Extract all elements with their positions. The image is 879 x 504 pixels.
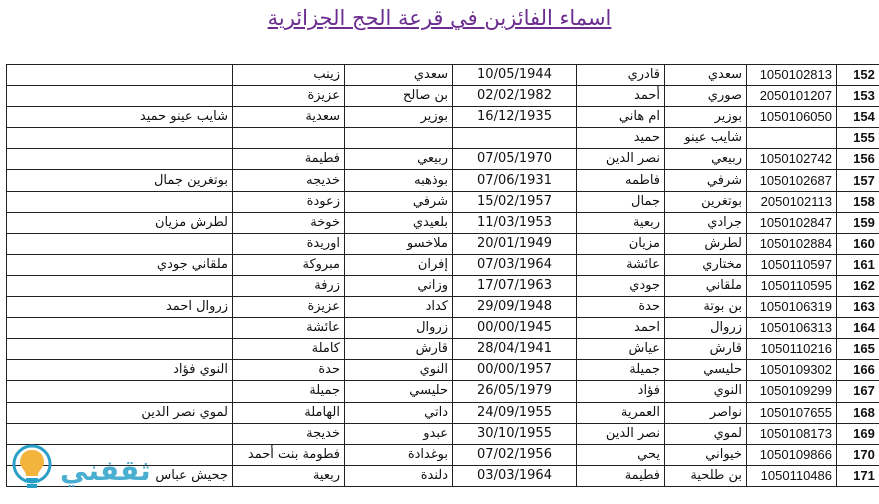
mother-last-name-cell: ملاخسو	[345, 233, 453, 254]
watermark-text: ثقفني	[60, 453, 151, 487]
mother-first-name-cell: اوريدة	[233, 233, 345, 254]
father-name-cell: جودي	[577, 275, 665, 296]
notes-cell: بوتغرين جمال	[7, 170, 233, 191]
mother-first-name-cell: خديجه	[233, 170, 345, 191]
row-number-cell: 170	[837, 444, 879, 465]
id-number-cell: 1050109866	[747, 444, 837, 465]
father-name-cell: يحي	[577, 444, 665, 465]
birth-date-cell: 17/07/1963	[453, 275, 577, 296]
notes-cell: النوي فؤاد	[7, 360, 233, 381]
notes-cell	[7, 233, 233, 254]
notes-cell	[7, 128, 233, 149]
mother-last-name-cell: بوذهبه	[345, 170, 453, 191]
id-number-cell: 1050110597	[747, 254, 837, 275]
last-name-cell: سعدي	[665, 65, 747, 86]
row-number-cell: 161	[837, 254, 879, 275]
birth-date-cell: 02/02/1982	[453, 86, 577, 107]
id-number-cell: 1050110216	[747, 339, 837, 360]
table-row	[7, 275, 879, 296]
mother-last-name-cell: حليسي	[345, 381, 453, 402]
mother-first-name-cell: جميلة	[233, 381, 345, 402]
mother-first-name-cell: فطومة بنت أحمد	[233, 444, 345, 465]
birth-date-cell: 11/03/1953	[453, 212, 577, 233]
last-name-cell: شايب عينو	[665, 128, 747, 149]
mother-last-name-cell: عبدو	[345, 423, 453, 444]
table-row	[7, 149, 879, 170]
row-number-cell: 171	[837, 465, 879, 486]
notes-cell	[7, 65, 233, 86]
last-name-cell: خيواني	[665, 444, 747, 465]
mother-last-name-cell: وزاني	[345, 275, 453, 296]
father-name-cell: احمد	[577, 318, 665, 339]
table-row	[7, 212, 879, 233]
birth-date-cell: 29/09/1948	[453, 297, 577, 318]
father-name-cell: قادري	[577, 65, 665, 86]
birth-date-cell: 00/00/1957	[453, 360, 577, 381]
birth-date-cell: 00/00/1945	[453, 318, 577, 339]
table-row	[7, 402, 879, 423]
last-name-cell: النوي	[665, 381, 747, 402]
mother-first-name-cell: عائشة	[233, 318, 345, 339]
father-name-cell: مزيان	[577, 233, 665, 254]
birth-date-cell: 03/03/1964	[453, 465, 577, 486]
notes-cell: ملقاني جودي	[7, 254, 233, 275]
father-name-cell: جمال	[577, 191, 665, 212]
mother-first-name-cell: الهاملة	[233, 402, 345, 423]
mother-last-name-cell: بلعيدي	[345, 212, 453, 233]
id-number-cell: 1050102813	[747, 65, 837, 86]
mother-first-name-cell: زينب	[233, 65, 345, 86]
table-row	[7, 86, 879, 107]
mother-last-name-cell: النوي	[345, 360, 453, 381]
row-number-cell: 154	[837, 107, 879, 128]
last-name-cell: ملقاني	[665, 275, 747, 296]
last-name-cell: بن طلحية	[665, 465, 747, 486]
notes-cell	[7, 149, 233, 170]
mother-last-name-cell: سعدي	[345, 65, 453, 86]
birth-date-cell: 07/02/1956	[453, 444, 577, 465]
row-number-cell: 167	[837, 381, 879, 402]
notes-cell: شايب عينو حميد	[7, 107, 233, 128]
table-row	[7, 170, 879, 191]
table-row	[7, 297, 879, 318]
table-row	[7, 360, 879, 381]
notes-cell	[7, 191, 233, 212]
birth-date-cell: 15/02/1957	[453, 191, 577, 212]
table-row	[7, 318, 879, 339]
id-number-cell: 2050101207	[747, 86, 837, 107]
last-name-cell: ربيعي	[665, 149, 747, 170]
birth-date-cell: 24/09/1955	[453, 402, 577, 423]
row-number-cell: 163	[837, 297, 879, 318]
mother-first-name-cell: فطيمة	[233, 149, 345, 170]
mother-last-name-cell: كداد	[345, 297, 453, 318]
mother-last-name-cell: شرفي	[345, 191, 453, 212]
birth-date-cell: 20/01/1949	[453, 233, 577, 254]
mother-last-name-cell: دلندة	[345, 465, 453, 486]
father-name-cell: فطيمة	[577, 465, 665, 486]
last-name-cell: بوتغرين	[665, 191, 747, 212]
notes-cell	[7, 275, 233, 296]
last-name-cell: لموي	[665, 423, 747, 444]
father-name-cell: نصر الدين	[577, 149, 665, 170]
last-name-cell: نواصر	[665, 402, 747, 423]
page-title: اسماء الفائزين في قرعة الحج الجزائرية	[267, 6, 612, 30]
notes-cell: زروال احمد	[7, 297, 233, 318]
father-name-cell: عياش	[577, 339, 665, 360]
mother-first-name-cell: خوخة	[233, 212, 345, 233]
table-row	[7, 65, 879, 86]
row-number-cell: 165	[837, 339, 879, 360]
mother-first-name-cell: مبروكة	[233, 254, 345, 275]
last-name-cell: لطرش	[665, 233, 747, 254]
father-name-cell: العمرية	[577, 402, 665, 423]
row-number-cell: 164	[837, 318, 879, 339]
birth-date-cell: 10/05/1944	[453, 65, 577, 86]
last-name-cell: بوزير	[665, 107, 747, 128]
id-number-cell: 1050107655	[747, 402, 837, 423]
id-number-cell: 1050108173	[747, 423, 837, 444]
birth-date-cell: 16/12/1935	[453, 107, 577, 128]
father-name-cell: فاطمه	[577, 170, 665, 191]
id-number-cell: 1050110486	[747, 465, 837, 486]
notes-cell: جحيش عباس	[7, 465, 233, 486]
last-name-cell: مختاري	[665, 254, 747, 275]
birth-date-cell: 28/04/1941	[453, 339, 577, 360]
father-name-cell: ربعية	[577, 212, 665, 233]
mother-last-name-cell: داتي	[345, 402, 453, 423]
father-name-cell: أحمد	[577, 86, 665, 107]
id-number-cell: 2050102113	[747, 191, 837, 212]
notes-cell	[7, 339, 233, 360]
father-name-cell: حميد	[577, 128, 665, 149]
id-number-cell: 1050102847	[747, 212, 837, 233]
row-number-cell: 152	[837, 65, 879, 86]
row-number-cell: 169	[837, 423, 879, 444]
id-number-cell: 1050102687	[747, 170, 837, 191]
table-row	[7, 191, 879, 212]
father-name-cell: عائشة	[577, 254, 665, 275]
mother-last-name-cell: ربيعي	[345, 149, 453, 170]
mother-first-name-cell: زعودة	[233, 191, 345, 212]
father-name-cell: ام هاني	[577, 107, 665, 128]
notes-cell	[7, 318, 233, 339]
table-row	[7, 233, 879, 254]
winners-table	[6, 64, 879, 487]
mother-last-name-cell: بوغدادة	[345, 444, 453, 465]
id-number-cell: 1050106319	[747, 297, 837, 318]
mother-last-name-cell: إفران	[345, 254, 453, 275]
row-number-cell: 166	[837, 360, 879, 381]
last-name-cell: بن بوتة	[665, 297, 747, 318]
last-name-cell: جرادي	[665, 212, 747, 233]
notes-cell	[7, 86, 233, 107]
last-name-cell: زروال	[665, 318, 747, 339]
mother-last-name-cell: بوزير	[345, 107, 453, 128]
mother-first-name-cell	[233, 128, 345, 149]
mother-last-name-cell	[345, 128, 453, 149]
father-name-cell: نصر الدين	[577, 423, 665, 444]
mother-first-name-cell: سعدية	[233, 107, 345, 128]
mother-first-name-cell: ربعية	[233, 465, 345, 486]
row-number-cell: 155	[837, 128, 879, 149]
id-number-cell: 1050102742	[747, 149, 837, 170]
mother-first-name-cell: خديجة	[233, 423, 345, 444]
father-name-cell: جميلة	[577, 360, 665, 381]
birth-date-cell: 07/05/1970	[453, 149, 577, 170]
row-number-cell: 156	[837, 149, 879, 170]
id-number-cell: 1050106050	[747, 107, 837, 128]
table-row	[7, 339, 879, 360]
id-number-cell: 1050106313	[747, 318, 837, 339]
birth-date-cell: 26/05/1979	[453, 381, 577, 402]
site-watermark	[8, 436, 208, 504]
last-name-cell: صوري	[665, 86, 747, 107]
id-number-cell: 1050109299	[747, 381, 837, 402]
winners-table-body	[7, 65, 879, 487]
last-name-cell: قارش	[665, 339, 747, 360]
notes-cell	[7, 381, 233, 402]
id-number-cell	[747, 128, 837, 149]
birth-date-cell: 07/06/1931	[453, 170, 577, 191]
lightbulb-icon	[8, 442, 56, 498]
row-number-cell: 158	[837, 191, 879, 212]
mother-first-name-cell: زرفة	[233, 275, 345, 296]
birth-date-cell	[453, 128, 577, 149]
table-row	[7, 128, 879, 149]
row-number-cell: 160	[837, 233, 879, 254]
mother-first-name-cell: حدة	[233, 360, 345, 381]
mother-first-name-cell: عزيزة	[233, 86, 345, 107]
table-row	[7, 107, 879, 128]
row-number-cell: 159	[837, 212, 879, 233]
table-row	[7, 381, 879, 402]
mother-last-name-cell: قارش	[345, 339, 453, 360]
birth-date-cell: 07/03/1964	[453, 254, 577, 275]
id-number-cell: 1050109302	[747, 360, 837, 381]
father-name-cell: فؤاد	[577, 381, 665, 402]
id-number-cell: 1050110595	[747, 275, 837, 296]
id-number-cell: 1050102884	[747, 233, 837, 254]
birth-date-cell: 30/10/1955	[453, 423, 577, 444]
mother-last-name-cell: بن صالح	[345, 86, 453, 107]
notes-cell: لموي نصر الدين	[7, 402, 233, 423]
row-number-cell: 157	[837, 170, 879, 191]
table-row	[7, 254, 879, 275]
mother-last-name-cell: زروال	[345, 318, 453, 339]
notes-cell: لطرش مزيان	[7, 212, 233, 233]
row-number-cell: 153	[837, 86, 879, 107]
last-name-cell: حليسي	[665, 360, 747, 381]
mother-first-name-cell: كاملة	[233, 339, 345, 360]
row-number-cell: 162	[837, 275, 879, 296]
last-name-cell: شرفي	[665, 170, 747, 191]
mother-first-name-cell: عزيزة	[233, 297, 345, 318]
row-number-cell: 168	[837, 402, 879, 423]
father-name-cell: حدة	[577, 297, 665, 318]
